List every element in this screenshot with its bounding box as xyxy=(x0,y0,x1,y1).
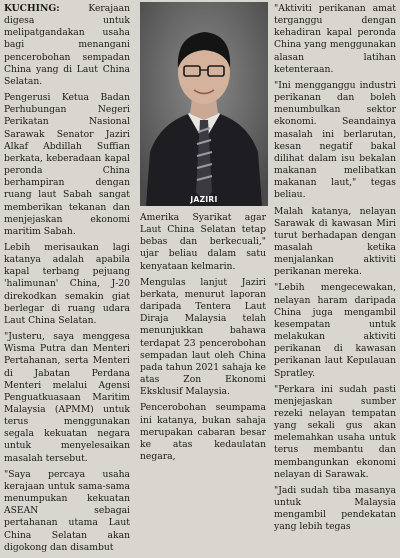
paragraph: Lebih merisaukan lagi katanya adalah apabila kapal terbang pejuang 'halimunan' China, J-20 direkodkan semakin giat berlegar di ruang udara Laut China Selatan. xyxy=(4,241,130,326)
paragraph: Pencerobohan seumpama ini katanya, bukan sahaja merupakan cabaran besar ke atas kedaulatan negara, xyxy=(140,402,266,462)
paragraph: Amerika Syarikat agar Laut China Selatan tetap bebas dan berkecuali," ujar beliau dalam satu kenyataan kelmarin. xyxy=(140,212,266,272)
paragraph: Mengulas lanjut Jaziri berkata, menurut laporan daripada Tentera Laut Diraja Malaysia telah menunjukkan bahawa terdapat 23 pencerobohan sempadan laut oleh China pada tahun 2021 sahaja ke atas Zon Ekonomi Eksklusif Malaysia. xyxy=(140,276,266,398)
article-column-2 xyxy=(140,212,266,467)
paragraph: "Aktiviti perikanan amat terganggu dengan kehadiran kapal peronda China yang menggunakan alasan latihan ketenteraan. xyxy=(274,3,396,75)
paragraph: "Ini mengganggu industri perikanan dan boleh menumbulkan sektor ekonomi. Seandainya masalah ini berlarutan, kesan negatif bakal dilihat dalam isu bekalan makanan melibatkan makanan laut," tegas beliau. xyxy=(274,79,396,201)
paragraph xyxy=(4,3,130,88)
paragraph-text: Kerajaan digesa untuk melipatgandakan usaha bagi menangani pencerobohan sempadan China yang di Laut China Selatan. xyxy=(4,3,130,87)
article-column-1 xyxy=(4,3,130,558)
paragraph: "Perkara ini sudah pasti menjejaskan sumber rezeki nelayan tempatan yang sekali gus akan melemahkan usaha untuk terus membantu dan membangunkan ekonomi nelayan di Sarawak. xyxy=(274,383,396,480)
paragraph: "Justeru, saya menggesa Wisma Putra dan Menteri Pertahanan, serta Menteri di Jabatan Perdana Menteri melalui Agensi Penguatkuasaan Maritim Malaysia (APMM) untuk terus menggunakan segala kekuatan negara untuk menyelesaikan masalah tersebut. xyxy=(4,331,130,464)
article-column-3 xyxy=(274,3,396,538)
paragraph: "Jadi sudah tiba masanya untuk Malaysia mengambil pendekatan yang lebih tegas xyxy=(274,484,396,533)
paragraph: Malah katanya, nelayan Sarawak di kawasan Miri turut berhadapan dengan masalah ketika menjalankan aktiviti perikanan mereka. xyxy=(274,205,396,278)
portrait-image xyxy=(140,2,268,206)
portrait-photo xyxy=(140,2,268,206)
photo-caption: JAZIRI xyxy=(190,195,218,204)
paragraph: "Saya percaya usaha kerajaan untuk sama-sama menumpukan kekuatan ASEAN sebagai pertahanan utama Laut China Selatan akan digokong dan disambut xyxy=(4,468,130,553)
dateline: KUCHING: xyxy=(4,3,60,14)
paragraph: Pengerusi Ketua Badan Perhubungan Negeri Perikatan Nasional Sarawak Senator Jaziri Alkaf Abdillah Suffian berkata, keberadaan kapal peronda China berhampiran dengan ruang laut Sabah sangat memberikan tekanan dan menjejaskan ekonomi maritim Sabah. xyxy=(4,92,130,237)
paragraph: "Lebih mengecewakan, nelayan haram daripada China juga mengambil kesempatan untuk melakukan aktiviti perikanan di kawasan perikanan laut Kepulauan Spratley. xyxy=(274,282,396,379)
